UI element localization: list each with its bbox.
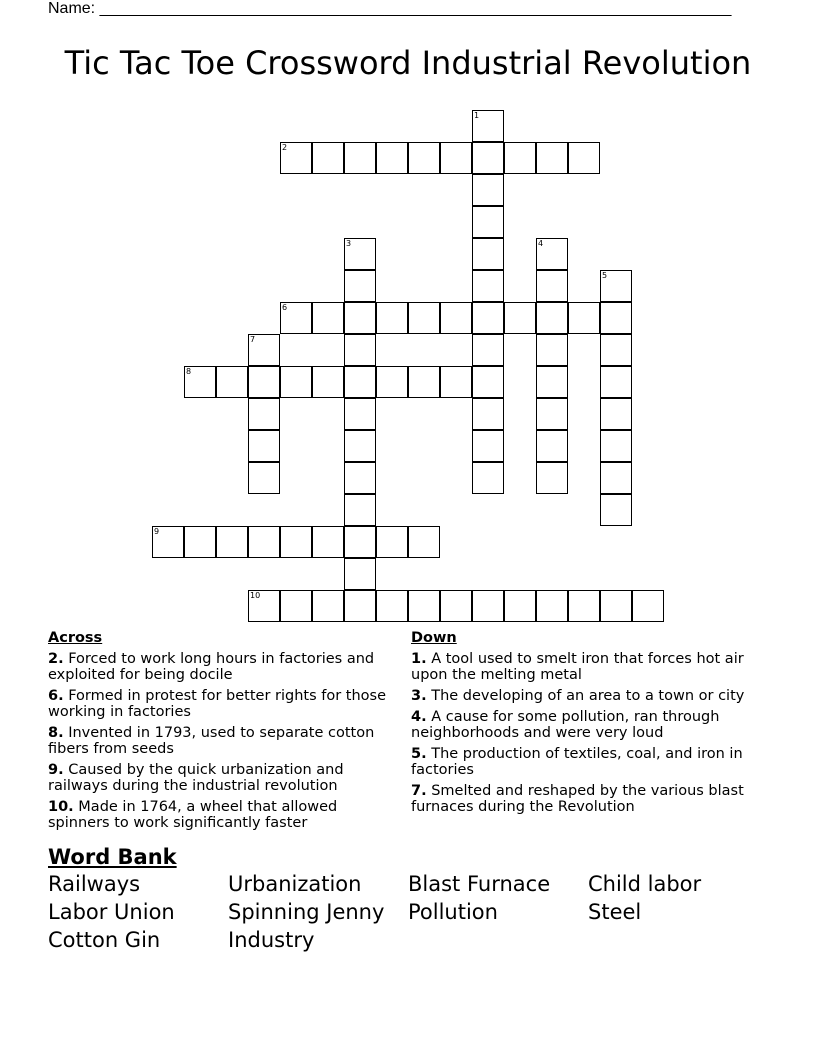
clue-number: 7: [250, 335, 256, 344]
crossword-cell[interactable]: [248, 590, 280, 622]
clue-across-6: 6. Formed in protest for better rights for those working in factories: [48, 688, 387, 720]
word-bank-item: Industry: [228, 928, 315, 952]
crossword-cell[interactable]: [344, 526, 376, 558]
crossword-cell[interactable]: [216, 366, 248, 398]
crossword-cell[interactable]: [312, 526, 344, 558]
crossword-cell[interactable]: [600, 494, 632, 526]
crossword-cell[interactable]: [248, 334, 280, 366]
word-bank-item: Child labor: [588, 872, 702, 896]
word-bank-item: Blast Furnace: [408, 872, 551, 896]
crossword-cell[interactable]: [344, 334, 376, 366]
crossword-cell[interactable]: [600, 270, 632, 302]
crossword-cell[interactable]: [312, 302, 344, 334]
crossword-cell[interactable]: [472, 142, 504, 174]
crossword-cell[interactable]: [472, 590, 504, 622]
crossword-cell[interactable]: [440, 142, 472, 174]
clue-down-7: 7. Smelted and reshaped by the various blast furnaces during the Revolution: [411, 783, 744, 815]
clue-across-10: 10. Made in 1764, a wheel that allowed spinners to work significantly faster: [48, 799, 338, 831]
crossword-cell[interactable]: [536, 334, 568, 366]
across-clues: [48, 630, 398, 836]
crossword-cell[interactable]: [600, 462, 632, 494]
crossword-cell[interactable]: [280, 366, 312, 398]
across-heading: Across: [48, 630, 103, 646]
crossword-cell[interactable]: [344, 558, 376, 590]
crossword-cell[interactable]: [408, 302, 440, 334]
crossword-cell[interactable]: [472, 206, 504, 238]
crossword-cell[interactable]: [536, 462, 568, 494]
crossword-cell[interactable]: [344, 238, 376, 270]
crossword-cell[interactable]: [600, 366, 632, 398]
crossword-cell[interactable]: [472, 334, 504, 366]
crossword-cell[interactable]: [280, 302, 312, 334]
clue-number: 5: [602, 271, 608, 280]
word-bank-item: Spinning Jenny: [228, 900, 385, 924]
crossword-cell[interactable]: [536, 430, 568, 462]
crossword-cell[interactable]: [344, 430, 376, 462]
crossword-cell[interactable]: [312, 142, 344, 174]
crossword-cell[interactable]: [504, 302, 536, 334]
crossword-cell[interactable]: [248, 430, 280, 462]
crossword-cell[interactable]: [248, 366, 280, 398]
crossword-cell[interactable]: [536, 270, 568, 302]
clue-number: 9: [154, 527, 160, 536]
crossword-cell[interactable]: [408, 526, 440, 558]
crossword-cell[interactable]: [344, 142, 376, 174]
word-bank-item: Urbanization: [228, 872, 362, 896]
crossword-cell[interactable]: [248, 398, 280, 430]
crossword-cell[interactable]: [600, 334, 632, 366]
clue-number: 10: [250, 591, 261, 600]
crossword-cell[interactable]: [440, 302, 472, 334]
crossword-cell[interactable]: [536, 398, 568, 430]
crossword-cell[interactable]: [184, 526, 216, 558]
crossword-cell[interactable]: [472, 430, 504, 462]
clue-number: 4: [538, 239, 544, 248]
clue-number: 8: [186, 367, 192, 376]
crossword-cell[interactable]: [344, 302, 376, 334]
crossword-cell[interactable]: [152, 526, 184, 558]
clue-across-2: 2. Forced to work long hours in factories and exploited for being docile: [48, 651, 375, 683]
crossword-cell[interactable]: [280, 590, 312, 622]
crossword-cell[interactable]: [632, 590, 664, 622]
word-bank-title: Word Bank: [48, 845, 177, 869]
crossword-cell[interactable]: [472, 110, 504, 142]
crossword-cell[interactable]: [344, 270, 376, 302]
crossword-cell[interactable]: [568, 142, 600, 174]
crossword-cell[interactable]: [344, 590, 376, 622]
crossword-cell[interactable]: [568, 590, 600, 622]
clue-number: 2: [282, 143, 288, 152]
clue-across-8: 8. Invented in 1793, used to separate cotton fibers from seeds: [48, 725, 375, 757]
crossword-cell[interactable]: [536, 238, 568, 270]
crossword-cell[interactable]: [408, 366, 440, 398]
clue-down-4: 4. A cause for some pollution, ran through neighborhoods and were very loud: [411, 709, 720, 741]
crossword-cell[interactable]: [536, 142, 568, 174]
crossword-cell[interactable]: [600, 590, 632, 622]
crossword-cell[interactable]: [504, 590, 536, 622]
clue-number: 6: [282, 303, 288, 312]
crossword-cell[interactable]: [472, 174, 504, 206]
word-bank-item: Railways: [48, 872, 141, 896]
crossword-cell[interactable]: [376, 526, 408, 558]
crossword-cell[interactable]: [504, 142, 536, 174]
crossword-cell[interactable]: [376, 302, 408, 334]
crossword-cell[interactable]: [472, 270, 504, 302]
crossword-cell[interactable]: [600, 302, 632, 334]
name-line: Name: _______________________________________________________________________: [48, 0, 732, 17]
crossword-cell[interactable]: [248, 526, 280, 558]
crossword-cell[interactable]: [216, 526, 248, 558]
crossword-cell[interactable]: [344, 494, 376, 526]
crossword-cell[interactable]: [472, 302, 504, 334]
crossword-cell[interactable]: [312, 590, 344, 622]
crossword-cell[interactable]: [408, 142, 440, 174]
crossword-cell[interactable]: [440, 590, 472, 622]
crossword-cell[interactable]: [472, 398, 504, 430]
clue-number: 1: [474, 111, 480, 120]
page-title: Tic Tac Toe Crossword Industrial Revolution: [64, 44, 752, 82]
clue-number: 3: [346, 239, 352, 248]
crossword-cell[interactable]: [184, 366, 216, 398]
crossword-cell[interactable]: [472, 462, 504, 494]
clue-down-1: 1. A tool used to smelt iron that forces hot air upon the melting metal: [411, 651, 744, 683]
word-bank-list: [48, 872, 768, 953]
clue-down-5: 5. The production of textiles, coal, and iron in factories: [411, 746, 743, 778]
crossword-cell[interactable]: [312, 366, 344, 398]
crossword-cell[interactable]: [472, 238, 504, 270]
crossword-cell[interactable]: [472, 366, 504, 398]
word-bank-item: Pollution: [408, 900, 498, 924]
crossword-cell[interactable]: [344, 462, 376, 494]
clue-across-9: 9. Caused by the quick urbanization and railways during the industrial revolution: [48, 762, 344, 794]
crossword-cell[interactable]: [344, 398, 376, 430]
crossword-cell[interactable]: [408, 590, 440, 622]
crossword-cell[interactable]: [376, 142, 408, 174]
crossword-cell[interactable]: [536, 590, 568, 622]
crossword-cell[interactable]: [568, 302, 600, 334]
crossword-cell[interactable]: [440, 366, 472, 398]
crossword-cell[interactable]: [600, 398, 632, 430]
crossword-cell[interactable]: [600, 430, 632, 462]
word-bank-item: Steel: [588, 900, 642, 924]
word-bank-item: Cotton Gin: [48, 928, 161, 952]
clue-down-3: 3. The developing of an area to a town or city: [411, 688, 745, 704]
down-heading: Down: [411, 630, 457, 646]
crossword-cell[interactable]: [376, 590, 408, 622]
crossword-cell[interactable]: [376, 366, 408, 398]
crossword-cell[interactable]: [248, 462, 280, 494]
down-clues: [411, 630, 771, 820]
crossword-cell[interactable]: [280, 526, 312, 558]
crossword-cell[interactable]: [280, 142, 312, 174]
crossword-cell[interactable]: [536, 302, 568, 334]
crossword-cell[interactable]: [344, 366, 376, 398]
word-bank-item: Labor Union: [48, 900, 175, 924]
crossword-cell[interactable]: [536, 366, 568, 398]
